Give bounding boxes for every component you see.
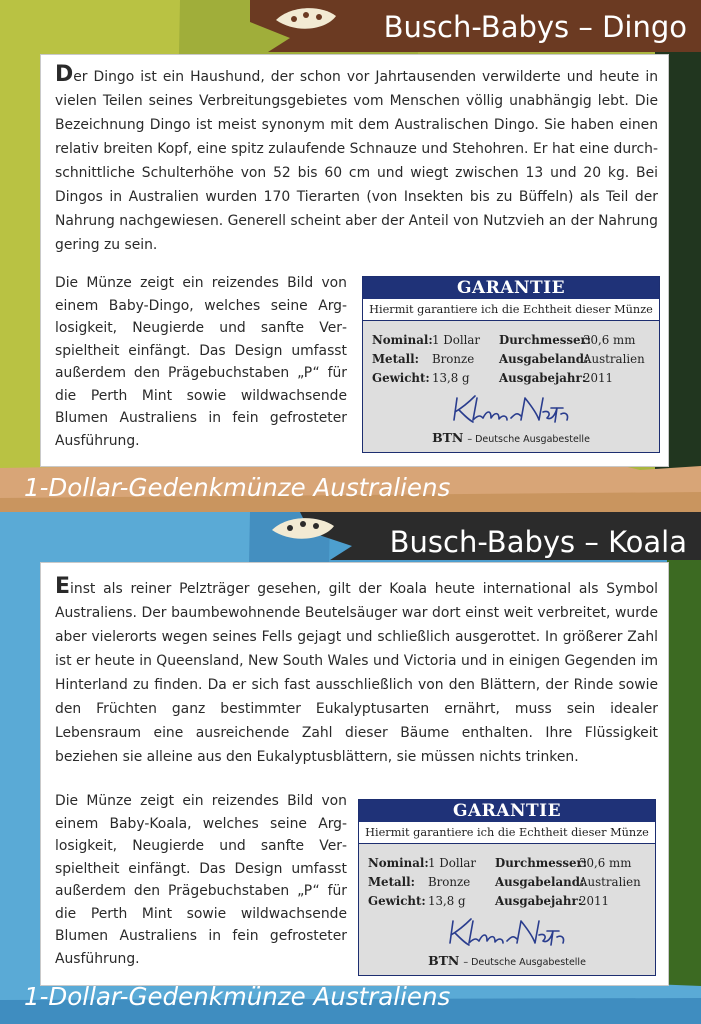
spec-label: Gewicht: (368, 894, 426, 908)
spec-row (368, 854, 650, 873)
spec-value: 30,6 mm (579, 856, 632, 870)
spec-value: 1 Dollar (428, 856, 477, 870)
spec-label: Ausgabeland: (499, 352, 589, 366)
dingo-content-card (40, 54, 669, 467)
koala-coin-description: Die Münze zeigt ein reizendes Bild von einem Baby-Koala, welches seine Arglosigkeit, Neugierde und sanfte Verspieltheit einfängt. Das Design umfasst außerdem den Prägebuchstaben „P“ für die Perth Mint sowie wildwachsende Blumen Australiens in fein gefrosteter Ausführung. (55, 793, 347, 967)
koala-intro-text: inst als reiner Pelzträger gesehen, gilt der Koala heute international als Symbol Australiens. Der baumbewohnende Beutelsäuger war dort einst weit verbreitet, wurde aber vielerorts wegen seines Fells gejagt und schließlich ausgerottet. In größerer Zahl ist er heute in Queensland, New South Wales und Victoria und in einigen Gegenden im Hinterland zu finden. Da er sich fast ausschließlich von den Blättern, der Rinde sowie den Früchten ganz bestimmter Eukalyptusarten ernährt, muss sein idealer Lebensraum eine ausreichende Zahl dieser Bäume enthalten. Ihre Flüssigkeit beziehen sie alleine aus den Eukalyptusblättern, sie müssen nichts trinken. (55, 581, 658, 765)
spec-label: Metall: (372, 352, 419, 366)
spec-value: 30,6 mm (583, 333, 636, 347)
signature-icon (451, 392, 571, 426)
spec-row (368, 873, 650, 892)
koala-panel (0, 512, 701, 1024)
spec-label: Metall: (368, 875, 415, 889)
guarantee-issuer (359, 953, 655, 968)
dingo-subtitle: 1-Dollar-Gedenkmünze Australiens (24, 473, 451, 502)
spec-label: Nominal: (368, 856, 429, 870)
issuer-name: BTN (432, 430, 464, 445)
spec-label: Nominal: (372, 333, 433, 347)
dingo-intro-paragraph (55, 62, 658, 257)
koala-title: Busch-Babys – Koala (389, 525, 687, 559)
guarantee-specs (368, 854, 650, 911)
koala-content-card (40, 562, 669, 986)
spec-label: Gewicht: (372, 371, 430, 385)
guarantee-statement: Hiermit garantiere ich die Echtheit dieser Münze (359, 822, 655, 844)
issuer-name: BTN (428, 953, 460, 968)
spec-value: Australien (583, 352, 645, 366)
spec-label: Ausgabeland: (495, 875, 585, 889)
dingo-dropcap: D (55, 62, 74, 87)
dingo-intro-text: er Dingo ist ein Haushund, der schon vor Jahrtausenden verwilderte und heute in vielen Teilen seines Verbreitungsgebietes vom Menschen völlig unabhängig lebt. Die Bezeichnung Dingo ist meist synonym mit dem Australischen Dingo. Sie haben einen relativ breiten Kopf, eine spitz zulaufende Schnauze und Stehohren. Er hat eine durchschnittliche Schulterhöhe von 52 bis 60 cm und wiegt zwischen 13 und 20 kg. Bei Dingos in Australien wurden 170 Tierarten (von Insekten bis zu Büffeln) als Teil der Nahrung nachgewiesen. Generell scheint aber der Anteil von Nutzvieh an der Nahrung gering zu sein. (55, 69, 658, 253)
dingo-title: Busch-Babys – Dingo (383, 10, 687, 44)
spec-value: 2011 (583, 371, 614, 385)
spec-value: Bronze (428, 875, 471, 889)
dingo-coin-description: Die Münze zeigt ein reizendes Bild von einem Baby-Dingo, welches seine Arglosigkeit, Neugierde und sanfte Verspieltheit einfängt. Das Design umfasst außerdem den Prägebuchstaben „P“ für die Perth Mint sowie wildwachsende Blumen Australiens in fein gefrosteter Ausführung. (55, 275, 347, 449)
guarantee-statement: Hiermit garantiere ich die Echtheit dieser Münze (363, 299, 659, 321)
guarantee-title: GARANTIE (359, 800, 655, 822)
spec-value: 2011 (579, 894, 610, 908)
guarantee-title: GARANTIE (363, 277, 659, 299)
spec-row (368, 892, 650, 911)
spec-label: Durchmesser: (495, 856, 588, 870)
spec-value: 13,8 g (432, 371, 470, 385)
spec-value: Australien (579, 875, 641, 889)
signature-icon (447, 915, 567, 949)
guarantee-issuer (363, 430, 659, 445)
dingo-guarantee-certificate (362, 276, 660, 453)
spec-row (372, 331, 654, 350)
spec-row (372, 350, 654, 369)
spec-label: Ausgabejahr: (495, 894, 583, 908)
spec-label: Ausgabejahr: (499, 371, 587, 385)
issuer-department: – Deutsche Ausgabestelle (467, 434, 590, 445)
koala-intro-paragraph (55, 574, 658, 769)
spec-row (372, 369, 654, 388)
koala-dropcap: E (55, 574, 71, 599)
spec-value: 1 Dollar (432, 333, 481, 347)
spec-label: Durchmesser: (499, 333, 592, 347)
spec-value: Bronze (432, 352, 475, 366)
koala-guarantee-certificate (358, 799, 656, 976)
issuer-department: – Deutsche Ausgabestelle (463, 957, 586, 968)
spec-value: 13,8 g (428, 894, 466, 908)
guarantee-specs (372, 331, 654, 388)
koala-subtitle: 1-Dollar-Gedenkmünze Australiens (24, 982, 451, 1011)
